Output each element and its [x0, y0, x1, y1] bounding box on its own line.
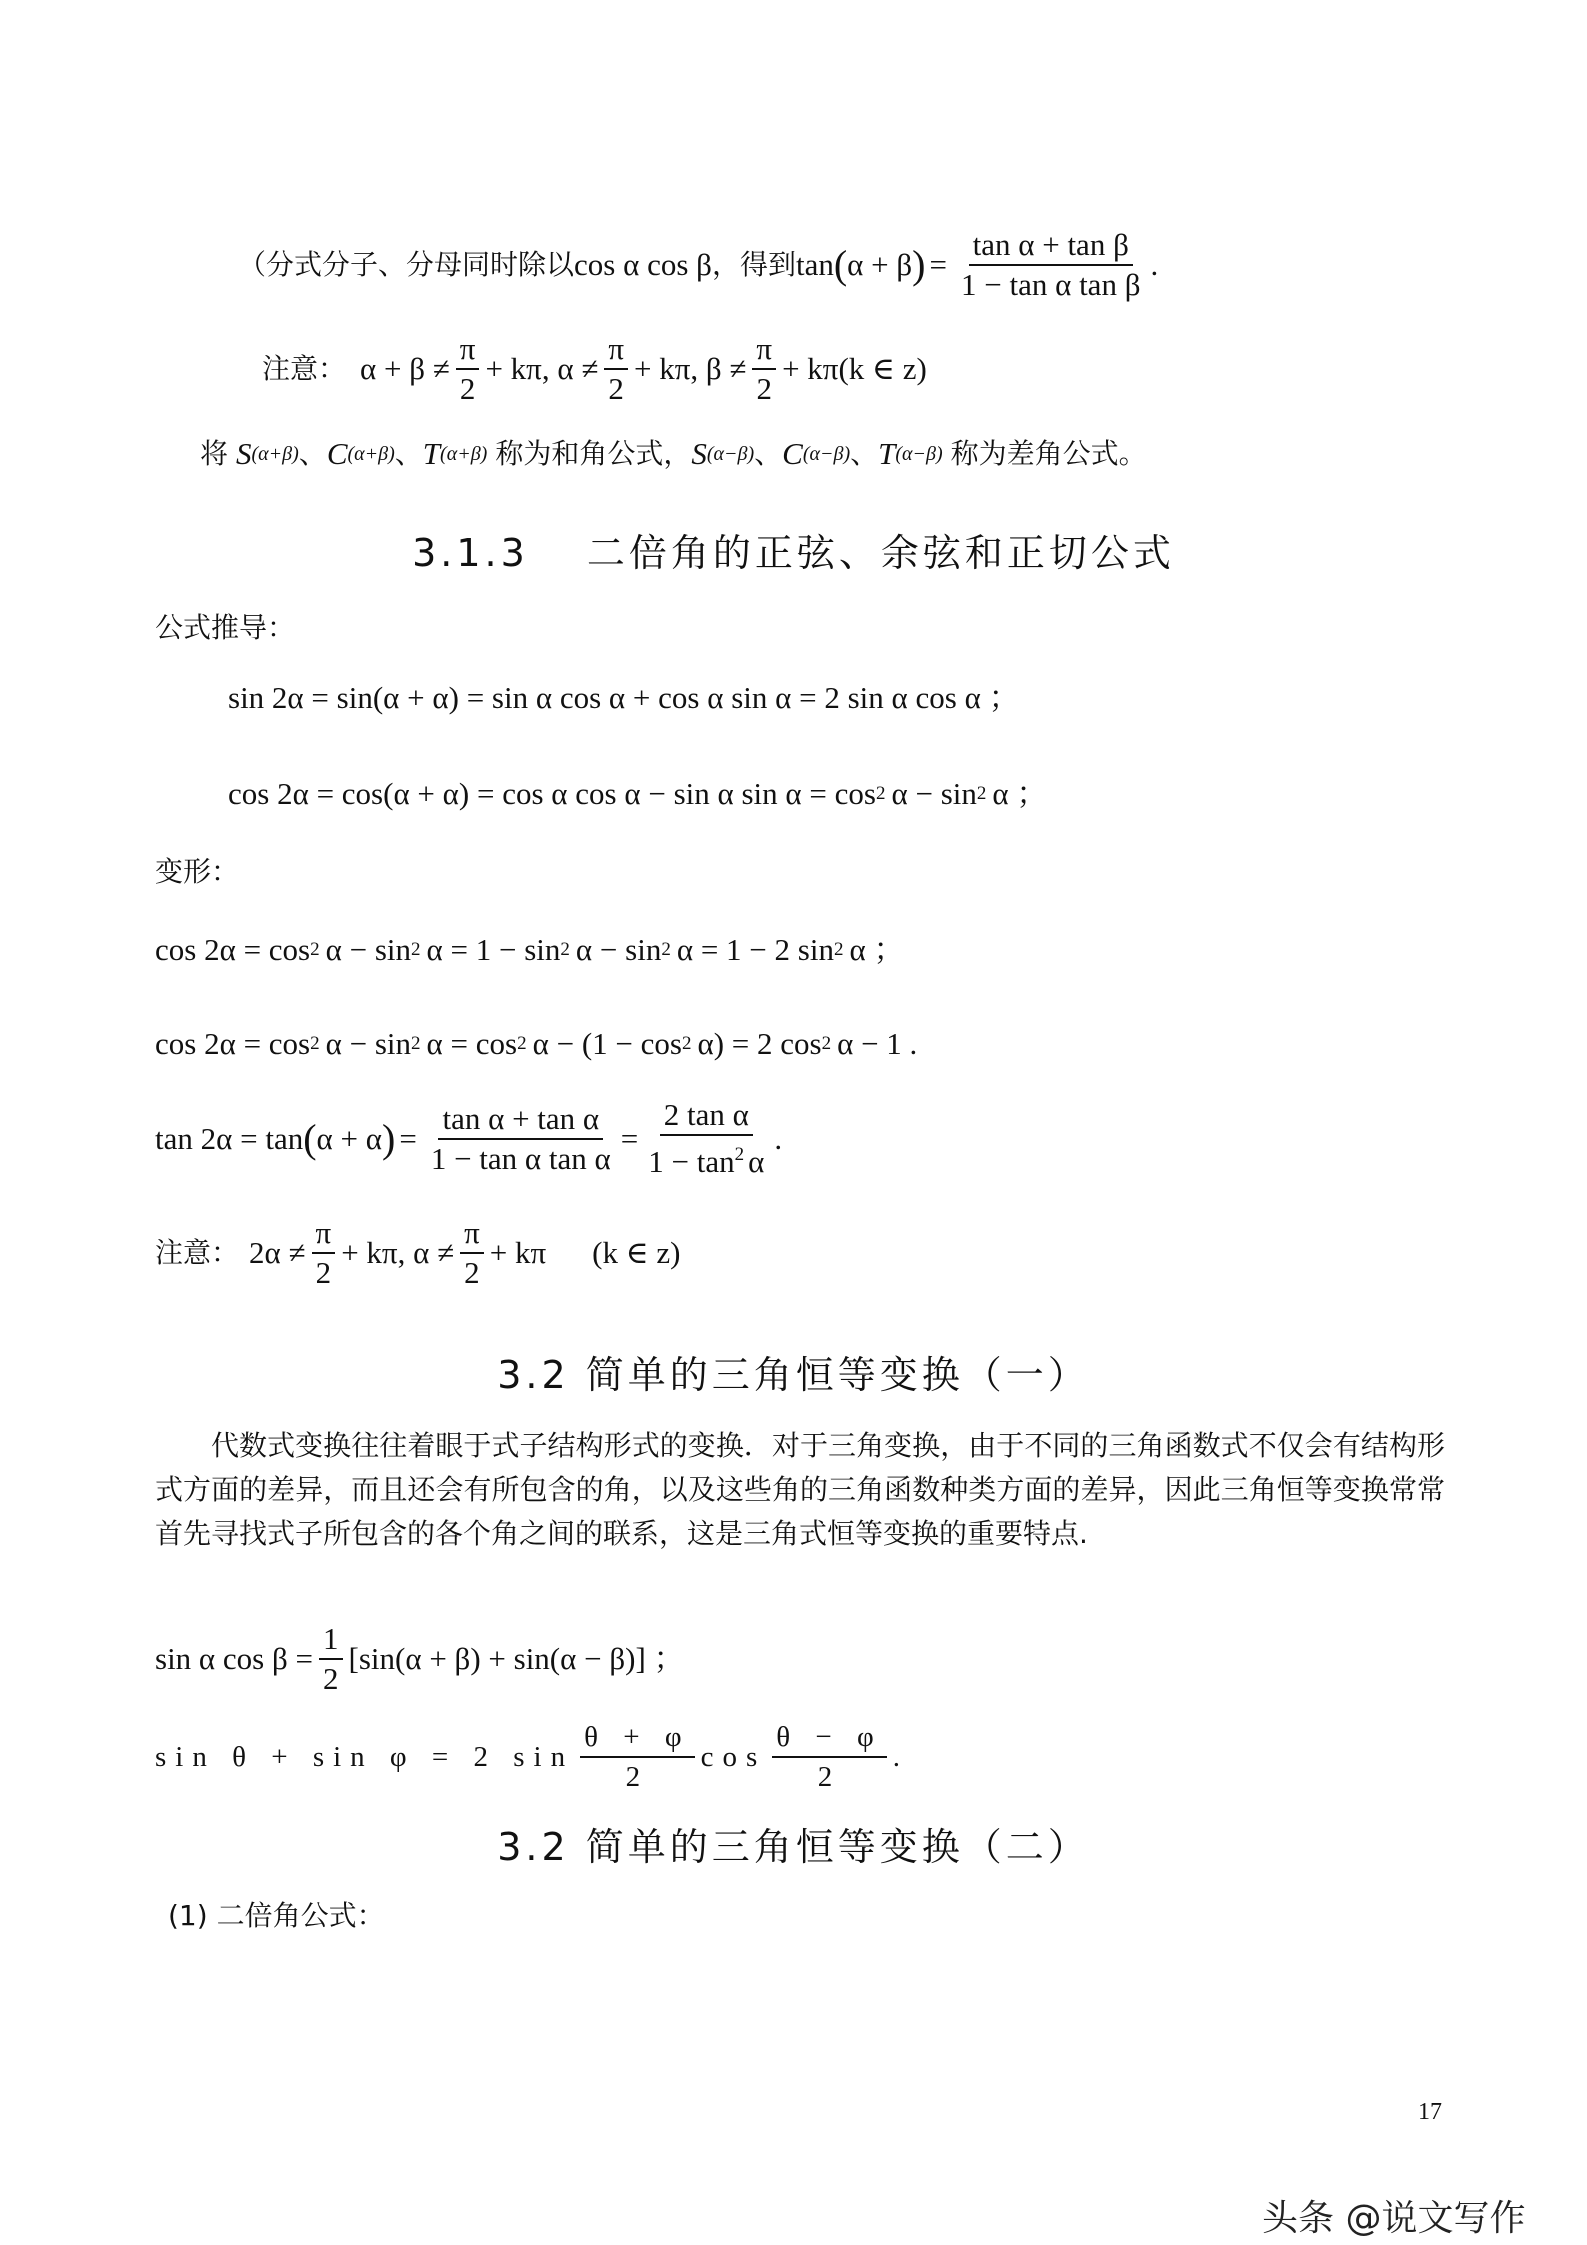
- fraction-half-diff: [772, 1720, 886, 1794]
- text-dun: 、: [298, 437, 327, 470]
- math-part: sin α cos β =: [155, 1641, 313, 1676]
- math-square: 2: [821, 1033, 832, 1054]
- math-square: 2: [411, 939, 421, 960]
- math-note-part-c: + kπ, β ≠: [633, 351, 747, 386]
- fraction-denominator: 2: [315, 1255, 332, 1290]
- section-heading-3-1-3: 3.1.3 二倍角的正弦、余弦和正切公式: [412, 531, 1175, 575]
- math-square: 2: [560, 939, 570, 960]
- fraction-numerator: 2 tan α: [660, 1098, 753, 1136]
- transform-label: [155, 852, 239, 892]
- fraction-one-half: [319, 1622, 343, 1696]
- fraction-half-sum: [580, 1720, 694, 1794]
- math-square: 2: [517, 1033, 527, 1054]
- math-sum-sub: (α+β): [440, 443, 488, 465]
- fraction-denominator: 1 − tan α tan α: [430, 1140, 611, 1176]
- text-obtain: ，得到: [711, 248, 796, 281]
- fraction-numerator: π: [312, 1216, 336, 1254]
- fraction-numerator: π: [460, 1216, 484, 1254]
- formula-cos-variant-2: [155, 1024, 917, 1064]
- derivation-label: [155, 608, 295, 648]
- math-period: .: [774, 1120, 783, 1156]
- fraction-denominator: 2: [756, 371, 772, 406]
- fraction-pi-over-2: [456, 332, 480, 406]
- math-part: 1 − tan: [648, 1144, 735, 1179]
- math-part: α − (1 − cos: [532, 1026, 682, 1061]
- math-equals: =: [399, 1120, 417, 1156]
- math-diff-sub: (α−β): [802, 443, 851, 465]
- math-part: cos: [700, 1741, 767, 1773]
- math-S: S: [691, 436, 707, 471]
- fraction-denominator: 2: [625, 1761, 650, 1793]
- note-label: 注意：: [155, 1236, 240, 1269]
- math-part: α − sin: [575, 932, 662, 967]
- formula-sum-to-product: [155, 1720, 909, 1794]
- fraction-numerator: θ − φ: [772, 1720, 886, 1758]
- math-part: α = cos: [426, 1026, 518, 1061]
- math-diff-sub: (α−β): [895, 443, 943, 465]
- math-square: 2: [875, 783, 886, 804]
- math-note-part-d: + kπ(k ∈ z): [782, 351, 927, 386]
- math-C: C: [782, 436, 803, 471]
- formula-names-line: [200, 434, 1147, 474]
- math-tan: tan: [795, 247, 834, 282]
- math-note-part-b: + kπ, α ≠: [485, 351, 599, 386]
- math-part: α = 1 − sin: [426, 932, 561, 967]
- math-note-part-a: α + β ≠: [360, 351, 450, 386]
- text-dun: 、: [850, 437, 879, 470]
- text-diff-formula: 称为差角公式。: [950, 437, 1147, 470]
- formula-tan-sum-line: （分式分子、分母同时除以 cos α cos β ，得到 tan ( α + β ) = $\frac{\text{tan α + tan β}}{\text{1 − tan α tan β}}$ .: [238, 227, 1159, 302]
- math-equals: =: [929, 247, 947, 282]
- fraction-numerator: π: [752, 332, 776, 370]
- fraction-numerator: θ + φ: [580, 1720, 694, 1758]
- math-T: T: [422, 436, 441, 471]
- math-equals: =: [620, 1120, 639, 1156]
- fraction-denominator: 1 − tan α tan β: [960, 267, 1141, 302]
- fraction-denominator: 2: [464, 1255, 480, 1290]
- fraction-denominator: 2: [608, 371, 624, 406]
- math-part: + kπ: [489, 1235, 547, 1270]
- math-C: C: [326, 436, 348, 471]
- math-part: α − sin: [325, 932, 412, 967]
- fraction-numerator: tan α + tan β: [969, 228, 1133, 266]
- text-dun: 、: [754, 437, 783, 470]
- math-T: T: [878, 436, 896, 471]
- list-item-1: [168, 1896, 385, 1936]
- math-part: (k ∈ z): [592, 1235, 681, 1270]
- text-sum-formula: 称为和角公式，: [495, 437, 692, 470]
- math-part: tan 2α = tan: [155, 1120, 304, 1156]
- math-square: 2: [681, 1033, 692, 1054]
- math-S: S: [236, 436, 252, 471]
- math-square: 2: [734, 1144, 745, 1165]
- math-part: 2α ≠: [249, 1235, 306, 1270]
- math-part: α = 1 − 2 sin: [676, 932, 834, 967]
- fraction-denominator: [644, 1136, 768, 1179]
- fraction-pi-over-2: [460, 1216, 484, 1290]
- math-square: 2: [661, 939, 671, 960]
- fraction-numerator: tan α + tan α: [438, 1102, 603, 1140]
- math-period: .: [1150, 247, 1159, 282]
- math-sum-sub: (α+β): [251, 443, 299, 465]
- math-part: cos 2α = cos: [155, 1026, 311, 1061]
- math-part: + kπ, α ≠: [341, 1235, 455, 1270]
- list-item-1-text: (1) 二倍角公式：: [168, 1899, 385, 1932]
- text-divide-note: （分式分子、分母同时除以: [238, 248, 575, 281]
- fraction-numerator: 1: [319, 1622, 343, 1660]
- fraction-denominator: 2: [459, 371, 476, 406]
- formula-sin-double: [228, 678, 1020, 718]
- formula-cos-variant-1: [155, 930, 904, 970]
- fraction-pi-over-2: [752, 332, 776, 406]
- math-square: 2: [976, 783, 987, 804]
- math-square: 2: [833, 939, 844, 960]
- section-heading-3-2-part-1: 3.2 简单的三角恒等变换（一）: [497, 1353, 1090, 1397]
- math-square: 2: [310, 939, 320, 960]
- math-tan-arg: α + β: [847, 247, 913, 282]
- math-part: α: [748, 1144, 765, 1179]
- fraction-tan-double-2: [644, 1098, 768, 1179]
- math-part: cos 2α = cos: [155, 932, 311, 967]
- math-part: α − 1 .: [837, 1026, 918, 1061]
- text-dun: 、: [394, 437, 423, 470]
- math-period: .: [892, 1741, 910, 1773]
- fraction-pi-over-2: [604, 332, 628, 406]
- formula-cos-double: [228, 774, 1047, 814]
- math-part: sin θ + sin φ = 2 sin: [155, 1741, 575, 1773]
- math-part: α ；: [849, 932, 905, 967]
- note-condition-2: [155, 1216, 680, 1290]
- intro-paragraph: [155, 1424, 1445, 1556]
- formula-tan-double: tan 2α = tan ( α + α ) = $\frac{\text{tan α + tan α}}{\text{1 − tan α tan α}}$ = $\frac{\text{2 tan α}}{1 - \tan^2 \alpha}$ .: [155, 1097, 783, 1179]
- math-diff-sub: (α−β): [706, 443, 755, 465]
- math-sin-double: sin 2α = sin(α + α) = sin α cos α + cos α sin α = 2 sin α cos α ；: [228, 680, 1020, 715]
- transform-label-text: 变形：: [155, 855, 240, 888]
- fraction-pi-over-2: [312, 1216, 336, 1290]
- math-square: 2: [310, 1033, 320, 1054]
- math-part: [sin(α + β) + sin(α − β)] ；: [348, 1641, 685, 1676]
- math-part: α − sin: [325, 1026, 412, 1061]
- fraction-tan-double-1: [427, 1102, 615, 1176]
- text-jiang: 将: [200, 437, 229, 470]
- math-cos-double-c: α ；: [992, 776, 1048, 811]
- watermark: 头条 @说文写作: [1262, 2198, 1526, 2239]
- fraction-numerator: π: [604, 332, 628, 370]
- math-cos-double-b: α − sin: [891, 776, 977, 811]
- math-part: α + α: [316, 1120, 383, 1156]
- math-sum-sub: (α+β): [347, 443, 395, 465]
- fraction-denominator: 2: [817, 1761, 842, 1793]
- math-cos-double-a: cos 2α = cos(α + α) = cos α cos α − sin α sin α = cos: [228, 776, 876, 811]
- intro-paragraph-text: 代数式变换往往着眼于式子结构形式的变换．对于三角变换，由于不同的三角函数式不仅会有结构形式方面的差异，而且还会有所包含的角，以及这些角的三角函数种类方面的差异，因此三角恒等变换常常首先寻找式子所包含的各个角之间的联系，这是三角式恒等变换的重要特点.: [155, 1429, 1445, 1550]
- note-label: 注意：: [262, 352, 347, 385]
- fraction-numerator: π: [456, 332, 480, 370]
- math-square: 2: [411, 1033, 421, 1054]
- formula-product-to-sum: [155, 1622, 685, 1696]
- section-heading-3-2-part-2: 3.2 简单的三角恒等变换（二）: [497, 1825, 1090, 1869]
- fraction-denominator: 2: [323, 1661, 339, 1696]
- math-cos-product: cos α cos β: [574, 247, 712, 282]
- math-part: α) = 2 cos: [697, 1026, 822, 1061]
- fraction-tan-sum: [957, 228, 1145, 302]
- page-number: 17: [1418, 2099, 1442, 2125]
- note-condition-1: [262, 332, 927, 406]
- derivation-label-text: 公式推导：: [155, 611, 296, 644]
